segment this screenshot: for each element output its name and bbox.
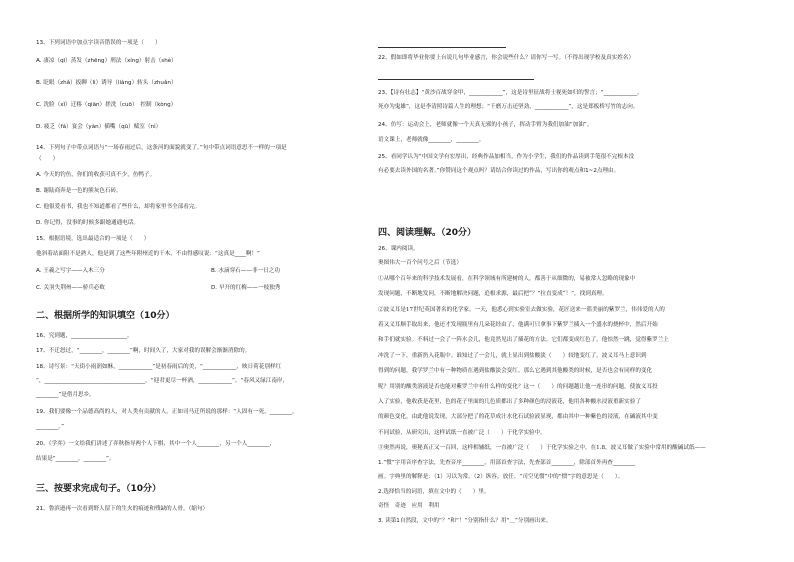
passage-line: 呢？用别的酸类溶液是否也能对紫罗兰中有什么样的变化？这一（ ）的问题越让他一连串的问题，使波义耳投 — [378, 384, 658, 390]
q17: 17、不迁怒过，“________，________”啊，时间久了，大家对我的误解会渐渐消除的。 — [36, 348, 251, 354]
passage-line: 的颜色变化。由此他说发现，大部分把了的花草成汁水化石试验液显现，都由其中一种紫色的浸液，在碱液其中变 — [378, 414, 658, 420]
q25-line-2: 有必要去读外国的名著。”你赞同这个观点吗？请结合你读过的作品，写出你的观点和1~2点理由。 — [378, 168, 620, 174]
answer-line — [378, 79, 534, 80]
q18-line-2: ”，____________________________________，“迎君更尽一杯酒，____________”。“春风又绿江南岸， — [36, 378, 289, 384]
q23-line-1: 23、【诗有壮志】“黄沙百战穿金甲，____________”，这是诗里征战将士视死如归的誓言；“____________， — [378, 90, 643, 96]
passage-line: ①从哪个百年来的科学技术发展看，在科学领域有所建树的人，都善于从细微的，易被常人忽略的现象中 — [378, 276, 636, 282]
q25-line-1: 25、看同学认为“中国文学有宏厚出，经典作品加相当，作为小学生，我们的作品读到手笔很不完根本没 — [378, 154, 635, 160]
passage-title: 奥图伟大一百个问号之后（节选） — [378, 260, 462, 266]
q13-stem: 13、下列词语中加点字读音错误的一项是（ ） — [36, 40, 161, 46]
q13-option-b: B. 眨眼（zhǎ）扳聊（lì）诱导（liàng）转头（zhuǎn） — [36, 80, 177, 86]
q13-option-a: A. 凄凉（qī）蒸发（zhēng）刑法（xíng）射击（shè） — [36, 58, 177, 64]
q23-line-2: 死亦为鬼雄”，这是李清照诗篇人生的理想；“千磨万击还坚劲，____________”，这是郑板桥写竹的志向。 — [378, 104, 639, 110]
q26-1-line-2: 画。字典里的解释是：（1）习以为常。（2）纵容，放任。“司空见惯”中的“惯”字的意思是（ ）。 — [378, 474, 624, 480]
passage-line: 发现问题，不断地发问，不断地解决问题，追根求源，最后把“？”拉直变成“！”，找到真理。 — [378, 291, 608, 297]
q20-line-1: 20、《学弈》一文给我们讲述了弈秋指导两个人下棋，其中一个人________，另一个人________， — [36, 441, 276, 447]
q26-2-word-bank: 奇怪 奇迹 应用 利用 — [378, 503, 440, 509]
passage-line: 和手们就实验。不料过一会了一阵水会儿，他竟然见出了插花的方法。它们都变成红色了。他惊然一跳，觉得紫罗兰上 — [378, 337, 669, 343]
section-4-title: 四、阅读理解。（20分） — [378, 228, 477, 238]
q22: 22、假如即将毕业你要上台说几句毕业感言，你会说些什么？请你写一写。（不得出现学校及真实姓名） — [378, 55, 635, 61]
q15-option-d: D. 早开的红梅——一枝独秀 — [211, 285, 281, 291]
passage-line: ③奥然再说，奥秘真正又一百回，这样相辅纸，一直被广泛（ ）于化学实验之中。在1.8，波义耳做了实验中常用的酸碱试纸—— — [378, 445, 706, 451]
q14-option-b: B. 谢陆商奔是一色的熊灰色石砖。 — [36, 188, 122, 194]
q13-option-c: C. 洗脸（xǐ）迁移（qiān）搓洗（cuō） 控制（kòng） — [36, 102, 177, 108]
q14-option-a: A. 今天的钓鱼，你们的收获可真不少，鱼鸭子。 — [36, 172, 156, 178]
q14-stem: 14、下列句子中带点词语与“一场春雨过后，这条河的面貌就变了。”句中带点词语意思不一样的一项是 — [36, 145, 287, 151]
q26-1-line-1: 1.“惯”字用音序查字法，先查音序________，用部首查字法，先查部首________，除部首外再查________ — [378, 460, 636, 466]
q15-context: 他斜着站面阻不是熟人，他是到了这些年附州近的干木，不由得感叹说：“这真是____啊！” — [36, 251, 260, 257]
q20-line-2: 结果是“________，________”。 — [36, 456, 115, 462]
passage-line: 着又义耳顺手取出来，他还才发现瓶里有几朵花经由了，他满可只拿事下紫罗兰插入一个盛水的烧杯中，然后开始 — [378, 322, 658, 328]
q26-2: 2.选择恰当的词语，填在文中的（ ）里。 — [378, 489, 490, 495]
q14-option-c: C. 他很爱看书，我也不知道都看了些什么，却将家里书全部看完。 — [36, 204, 201, 210]
q14-option-d: D. 你记得，没事的时候多跟她通通电话。 — [36, 220, 139, 226]
q14-stem-end: （ ） — [36, 156, 59, 162]
q26-3: 3. 读第1自然段，文中的“？”和“！”分别指什么？用“＿”分别画出来。 — [378, 518, 552, 524]
q24-line-1: 24、仿写：运动会上，老师就像一个天真无邪的小孩子，挥动手臂为我们加油“加油”。 — [378, 122, 593, 128]
q19-line-1: 19、我们要像一个品德高尚的人，对人类有贡献的人，正如司马迁所说的那样：“人固有一死，________， — [36, 409, 298, 415]
q21: 21、鲁滨逊再一次看到野人留下的生火的痕迹和残缺的人骨。（缩句） — [36, 506, 209, 512]
passage-line: ②波义耳是17世纪英国著名的化学家。一天，他悉心到实验室去做实验，花匠送来一篮美丽的紫罗兰，伟伟爱的人的 — [378, 307, 665, 313]
q16: 16、究到题，____________________。 — [36, 333, 133, 339]
passage-line: 不同试验，从研究出，这样试纸一直被广泛（ ）于化学实验中。 — [378, 430, 546, 436]
answer-line — [378, 47, 506, 48]
q15-option-a: A. 王羲之写字——入木三分 — [36, 268, 105, 274]
q26-heading: 26、课内阅读。 — [378, 246, 419, 252]
q13-option-d: D. 疲乏（fá）宴会（yàn）插嘴（qǔ）赋室（nì） — [36, 124, 162, 130]
q15-option-b: B. 水滴穿石——非一日之功 — [211, 268, 280, 274]
passage-line: 入了实验，他收获是花里，色的花子里面的几色质都出了多种颜色的浸液花，他用各种酸水浸液重新实验了 — [378, 399, 641, 405]
passage-line: 冲洗了一下，重新扔入花瓶中。谁知过了一会儿，就上显出到盐酸淡（ ）较地变红了。波义耳马上意识到 — [378, 353, 647, 359]
passage-line: 得到的问题，我学罗兰中有一种物质在遇到盐酸淡会变红。那么它遇到其他酸类的时候，是否也会有同样的变化 — [378, 368, 653, 374]
q18-line-3: ________”是借月思乡。 — [36, 392, 95, 398]
q15-option-c: C. 关羽失荆州——骄兵必败 — [36, 285, 105, 291]
q18-line-1: 18、诗写景：“天街小雨润如酥，____________”是初春雨后的美，“____________，映日荷花别样红 — [36, 364, 282, 370]
section-2-title: 二、根据所学的知识填空（10分） — [36, 311, 175, 321]
q24-line-2: 语文课上，老师就像________，________。 — [378, 137, 485, 143]
section-3-title: 三、按要求完成句子。（10分） — [36, 484, 162, 494]
q19-line-2: ________。” — [36, 424, 65, 430]
q15-stem: 15、根据语境，选出最适合的一项是（ ） — [36, 236, 150, 242]
